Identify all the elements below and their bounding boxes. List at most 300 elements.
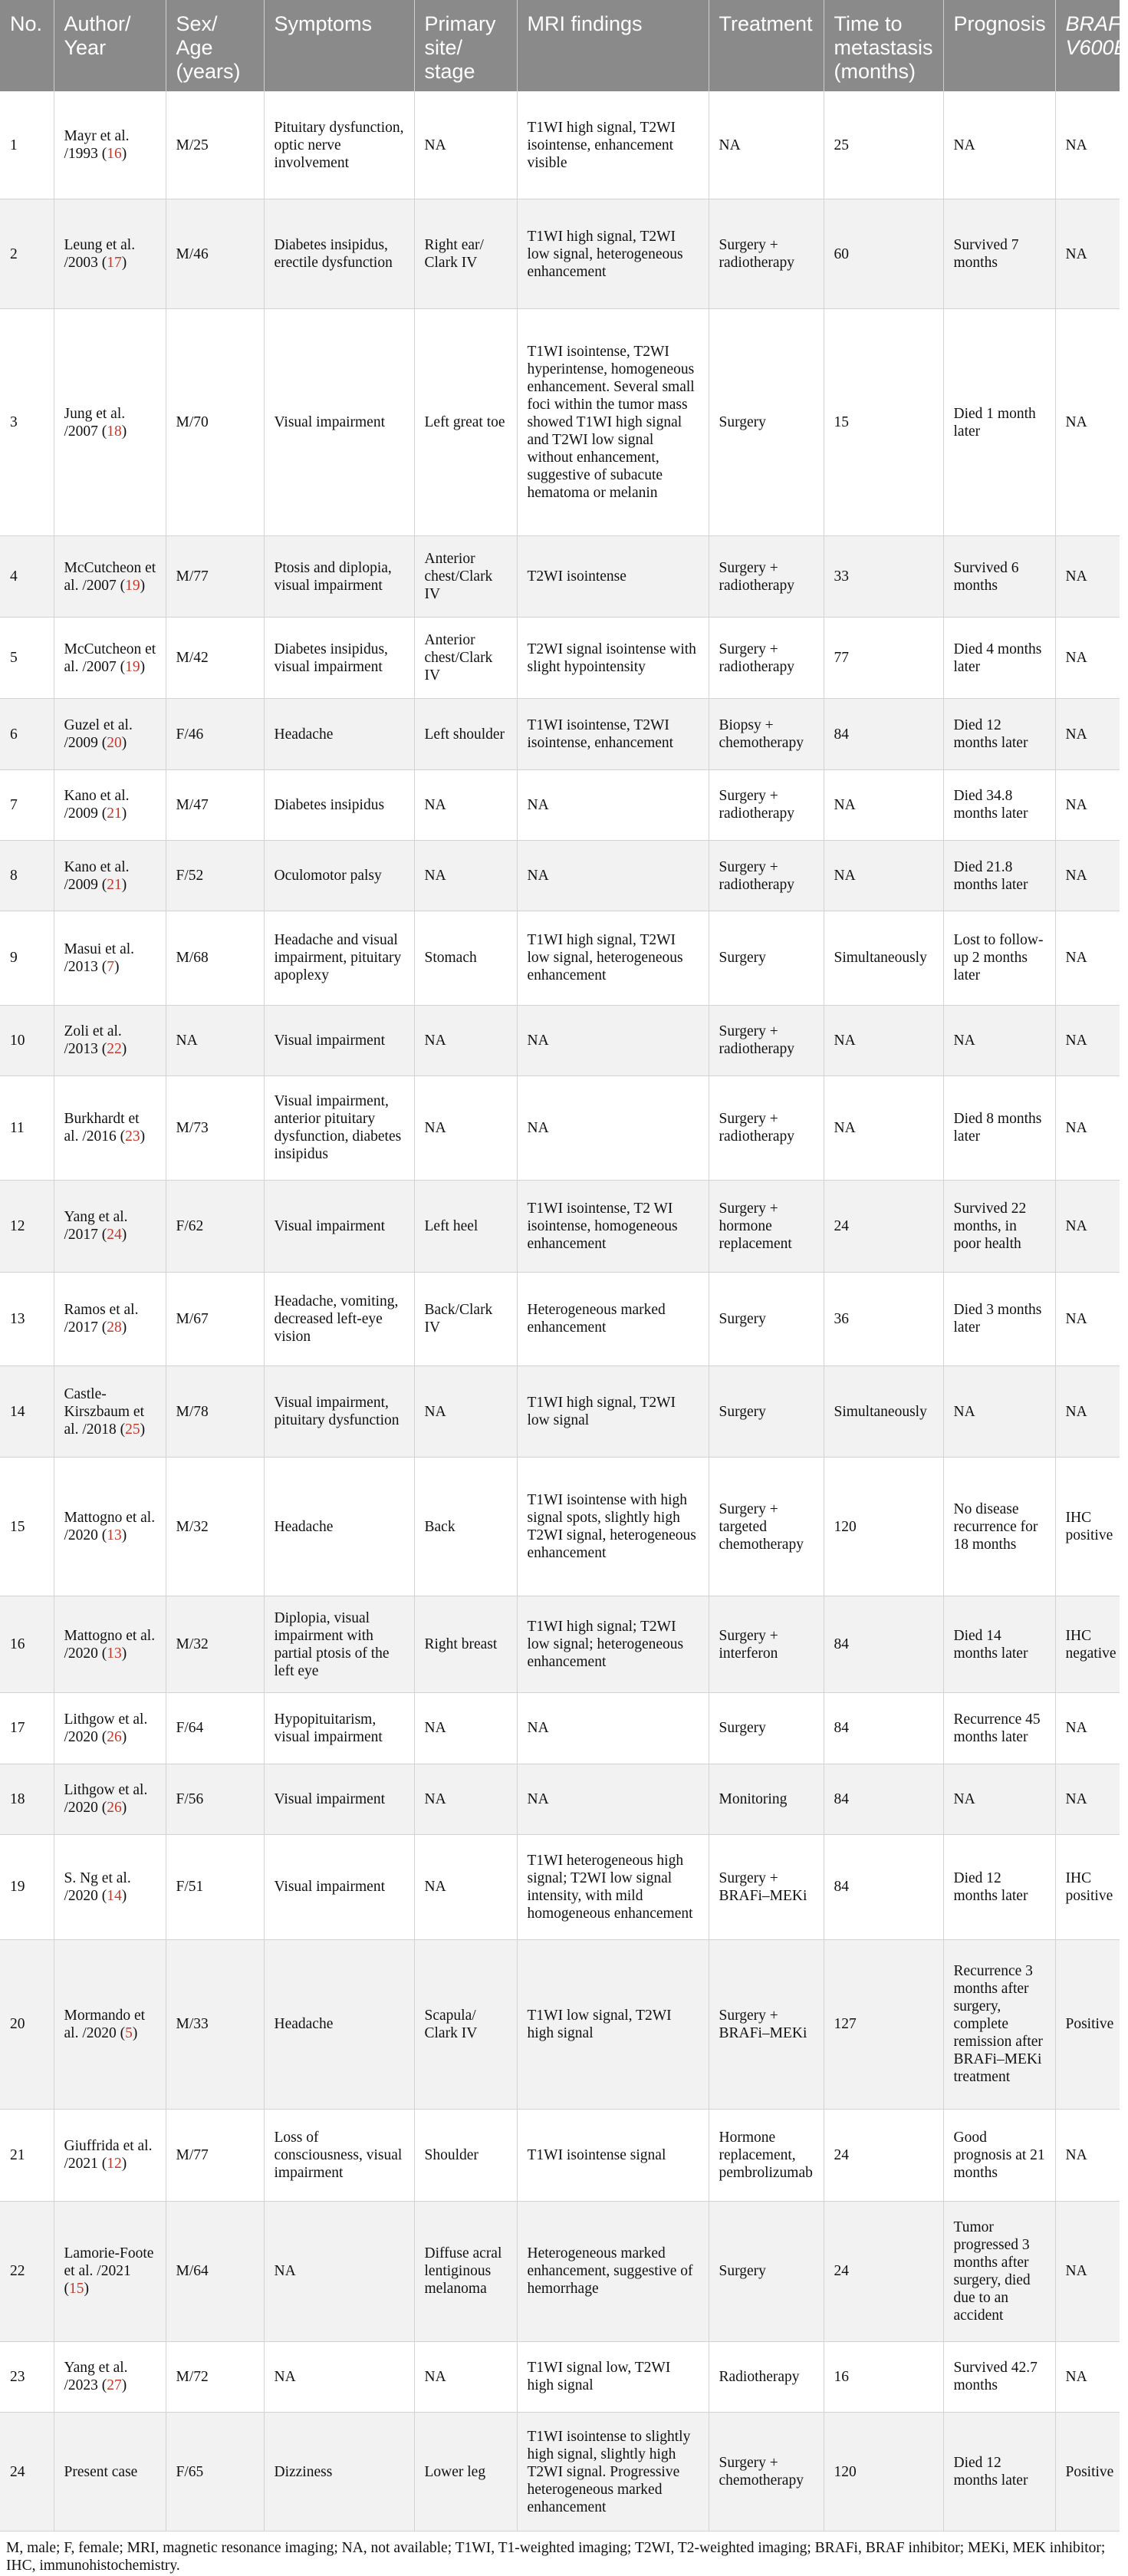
cell-mri-findings: T2WI isointense: [517, 536, 709, 618]
cell-symptoms: NA: [264, 2341, 414, 2412]
author-year-text: Castle-Kirszbaum et al. /2018: [64, 1385, 145, 1438]
cell-braf: IHC negative: [1055, 1596, 1120, 1693]
cell-no: 22: [0, 2201, 54, 2341]
cell-primary-site: NA: [414, 841, 517, 911]
cell-author-year: Mormando et al. /2020 (5): [54, 1940, 166, 2110]
col-author-year-header: Author/ Year: [54, 0, 166, 91]
cell-author-year: Mattogno et al. /2020 (13): [54, 1458, 166, 1596]
reference-link[interactable]: 22: [107, 1041, 122, 1058]
cell-mri-findings: T1WI isointense signal: [517, 2109, 709, 2201]
cell-author-year: Mayr et al. /1993 (16): [54, 91, 166, 199]
cell-primary-site: Left great toe: [414, 308, 517, 536]
author-year-text: Lithgow et al. /2020: [64, 1782, 148, 1817]
cell-treatment: Surgery: [709, 308, 824, 536]
cell-treatment: Surgery: [709, 1365, 824, 1458]
table-row: [0, 2201, 1120, 2341]
cell-sex-age: M/78: [166, 1365, 264, 1458]
reference-link[interactable]: 15: [69, 2281, 84, 2298]
cell-sex-age: NA: [166, 1005, 264, 1076]
cell-braf: NA: [1055, 308, 1120, 536]
table-row: [0, 91, 1120, 199]
cell-treatment: Radiotherapy: [709, 2341, 824, 2412]
cell-time-to-metastasis: 84: [824, 1764, 943, 1834]
author-year-text: S. Ng et al. /2020: [64, 1869, 131, 1904]
cell-author-year: Mattogno et al. /2020 (13): [54, 1596, 166, 1693]
table-row: [0, 1834, 1120, 1939]
author-year-text: Kano et al. /2009: [64, 858, 130, 893]
cell-sex-age: M/73: [166, 1076, 264, 1180]
cell-no: 4: [0, 536, 54, 618]
cell-time-to-metastasis: 77: [824, 618, 943, 699]
cell-primary-site: Left shoulder: [414, 699, 517, 769]
cell-primary-site: NA: [414, 1764, 517, 1834]
cell-mri-findings: T1WI high signal, T2WI low signal, heterogeneous enhancement: [517, 199, 709, 308]
cell-no: 24: [0, 2413, 54, 2532]
cell-sex-age: F/64: [166, 1693, 264, 1764]
cell-braf: IHC positive: [1055, 1834, 1120, 1939]
table-row: [0, 1940, 1120, 2110]
cell-symptoms: Diplopia, visual impairment with partial ptosis of the left eye: [264, 1596, 414, 1693]
cell-prognosis: Died 14 months later: [943, 1596, 1055, 1693]
cell-treatment: Surgery + radiotherapy: [709, 199, 824, 308]
author-year-text: Ramos et al. /2017: [64, 1302, 139, 1336]
cell-prognosis: Died 21.8 months later: [943, 841, 1055, 911]
cell-prognosis: No disease recurrence for 18 months: [943, 1458, 1055, 1596]
cell-author-year: Leung et al. /2003 (17): [54, 199, 166, 308]
cell-no: 19: [0, 1834, 54, 1939]
cell-no: 23: [0, 2341, 54, 2412]
cell-author-year: Lithgow et al. /2020 (26): [54, 1693, 166, 1764]
cell-braf: NA: [1055, 1365, 1120, 1458]
table-row: [0, 1005, 1120, 1076]
cell-sex-age: F/52: [166, 841, 264, 911]
cell-braf: NA: [1055, 1180, 1120, 1272]
cell-treatment: Surgery + BRAFi–MEKi: [709, 1940, 824, 2110]
cell-time-to-metastasis: 60: [824, 199, 943, 308]
table-row: [0, 2109, 1120, 2201]
cell-primary-site: NA: [414, 1365, 517, 1458]
cell-treatment: Surgery + radiotherapy: [709, 618, 824, 699]
cell-sex-age: F/62: [166, 1180, 264, 1272]
reference-link[interactable]: 12: [107, 2156, 122, 2172]
cell-braf: NA: [1055, 841, 1120, 911]
cell-prognosis: Died 12 months later: [943, 699, 1055, 769]
cell-primary-site: Back/Clark IV: [414, 1272, 517, 1365]
cell-no: 14: [0, 1365, 54, 1458]
author-year-text: Jung et al. /2007: [64, 405, 126, 440]
author-year-text: McCutcheon et al. /2007: [64, 641, 156, 675]
cell-braf: NA: [1055, 911, 1120, 1005]
cell-no: 3: [0, 308, 54, 536]
cell-prognosis: Survived 22 months, in poor health: [943, 1180, 1055, 1272]
cell-author-year: Kano et al. /2009 (21): [54, 769, 166, 840]
table-row: [0, 1764, 1120, 1834]
cell-symptoms: Headache: [264, 699, 414, 769]
cell-sex-age: M/70: [166, 308, 264, 536]
reference-link[interactable]: 21: [107, 805, 122, 822]
reference-link[interactable]: 16: [107, 146, 122, 163]
cell-sex-age: F/65: [166, 2413, 264, 2532]
cell-time-to-metastasis: 24: [824, 2201, 943, 2341]
cell-primary-site: Diffuse acral lentiginous melanoma: [414, 2201, 517, 2341]
reference-link[interactable]: 13: [107, 1527, 122, 1544]
author-year-text: Mattogno et al. /2020: [64, 1510, 156, 1544]
table-row: [0, 1596, 1120, 1693]
cell-mri-findings: Heterogeneous marked enhancement: [517, 1272, 709, 1365]
cell-symptoms: Hypopituitarism, visual impairment: [264, 1693, 414, 1764]
cell-primary-site: NA: [414, 769, 517, 840]
cell-sex-age: M/77: [166, 2109, 264, 2201]
cell-time-to-metastasis: 25: [824, 91, 943, 199]
cell-no: 13: [0, 1272, 54, 1365]
cell-no: 8: [0, 841, 54, 911]
cell-symptoms: Diabetes insipidus, visual impairment: [264, 618, 414, 699]
table-row: [0, 536, 1120, 618]
cell-no: 5: [0, 618, 54, 699]
cell-author-year: Lamorie-Foote et al. /2021 (15): [54, 2201, 166, 2341]
cell-treatment: Surgery + BRAFi–MEKi: [709, 1834, 824, 1939]
cell-treatment: Surgery: [709, 1693, 824, 1764]
cell-treatment: Surgery + interferon: [709, 1596, 824, 1693]
cell-symptoms: Visual impairment, anterior pituitary dysfunction, diabetes insipidus: [264, 1076, 414, 1180]
cell-treatment: Biopsy + chemotherapy: [709, 699, 824, 769]
cell-mri-findings: NA: [517, 769, 709, 840]
cell-treatment: Hormone replacement, pembrolizumab: [709, 2109, 824, 2201]
cell-mri-findings: T1WI high signal; T2WI low signal; heterogeneous enhancement: [517, 1596, 709, 1693]
cell-primary-site: NA: [414, 91, 517, 199]
cell-sex-age: M/68: [166, 911, 264, 1005]
cell-braf: NA: [1055, 769, 1120, 840]
cell-sex-age: M/33: [166, 1940, 264, 2110]
cell-symptoms: Visual impairment: [264, 1005, 414, 1076]
cell-treatment: Surgery: [709, 911, 824, 1005]
author-year-text: Lithgow et al. /2020: [64, 1711, 148, 1745]
cell-prognosis: Survived 6 months: [943, 536, 1055, 618]
cell-time-to-metastasis: 36: [824, 1272, 943, 1365]
cell-symptoms: Ptosis and diplopia, visual impairment: [264, 536, 414, 618]
reference-link[interactable]: 20: [107, 735, 122, 752]
table-row: [0, 2413, 1120, 2532]
cell-mri-findings: NA: [517, 1076, 709, 1180]
reference-link[interactable]: 14: [107, 1887, 122, 1904]
cell-primary-site: Right ear/ Clark IV: [414, 199, 517, 308]
cell-sex-age: F/56: [166, 1764, 264, 1834]
cell-primary-site: Anterior chest/Clark IV: [414, 618, 517, 699]
cell-primary-site: Stomach: [414, 911, 517, 1005]
table-row: [0, 1693, 1120, 1764]
cell-no: 17: [0, 1693, 54, 1764]
cell-no: 16: [0, 1596, 54, 1693]
col-sex-age-header: Sex/ Age (years): [166, 0, 264, 91]
table-row: [0, 769, 1120, 840]
reference-link[interactable]: 19: [125, 658, 140, 675]
cell-symptoms: Headache and visual impairment, pituitary apoplexy: [264, 911, 414, 1005]
cell-author-year: Guzel et al. /2009 (20): [54, 699, 166, 769]
cell-prognosis: Tumor progressed 3 months after surgery, died due to an accident: [943, 2201, 1055, 2341]
cell-author-year: [54, 2413, 166, 2532]
cell-braf: NA: [1055, 536, 1120, 618]
cell-author-year: Zoli et al. /2013 (22): [54, 1005, 166, 1076]
cell-sex-age: M/46: [166, 199, 264, 308]
cell-treatment: Surgery + chemotherapy: [709, 2413, 824, 2532]
cell-prognosis: Died 4 months later: [943, 618, 1055, 699]
cell-primary-site: NA: [414, 1076, 517, 1180]
cell-symptoms: Pituitary dysfunction, optic nerve involvement: [264, 91, 414, 199]
header-row: [0, 0, 1120, 91]
cell-author-year: McCutcheon et al. /2007 (19): [54, 536, 166, 618]
cell-no: 11: [0, 1076, 54, 1180]
cell-prognosis: NA: [943, 91, 1055, 199]
cell-primary-site: Right breast: [414, 1596, 517, 1693]
author-year-text: Burkhardt et al. /2016: [64, 1111, 140, 1145]
table-row: [0, 199, 1120, 308]
cell-time-to-metastasis: 15: [824, 308, 943, 536]
cell-symptoms: Diabetes insipidus, erectile dysfunction: [264, 199, 414, 308]
col-treatment-header: Treatment: [709, 0, 824, 91]
cell-symptoms: Visual impairment: [264, 1764, 414, 1834]
cell-time-to-metastasis: 84: [824, 1834, 943, 1939]
cell-primary-site: NA: [414, 2341, 517, 2412]
table-row: [0, 1180, 1120, 1272]
author-year-text: Kano et al. /2009: [64, 788, 130, 822]
col-time-to-metastasis-header: Time to metastasis (months): [824, 0, 943, 91]
cell-treatment: Surgery + radiotherapy: [709, 536, 824, 618]
table-row: [0, 618, 1120, 699]
cell-mri-findings: NA: [517, 841, 709, 911]
cell-sex-age: M/32: [166, 1596, 264, 1693]
author-year-text: McCutcheon et al. /2007: [64, 559, 156, 594]
cell-no: 6: [0, 699, 54, 769]
cell-no: 1: [0, 91, 54, 199]
cell-author-year: Jung et al. /2007 (18): [54, 308, 166, 536]
cell-primary-site: Lower leg: [414, 2413, 517, 2532]
cell-primary-site: NA: [414, 1834, 517, 1939]
cell-prognosis: Died 12 months later: [943, 2413, 1055, 2532]
table-row: [0, 911, 1120, 1005]
cell-treatment: Surgery + radiotherapy: [709, 841, 824, 911]
cell-mri-findings: T1WI high signal, T2WI low signal: [517, 1365, 709, 1458]
table-body: [0, 91, 1120, 2532]
reference-link[interactable]: 26: [107, 1800, 122, 1817]
cell-mri-findings: T1WI isointense to slightly high signal, slightly high T2WI signal. Progressive heterogeneous marked enhancement: [517, 2413, 709, 2532]
cell-time-to-metastasis: 84: [824, 699, 943, 769]
cell-treatment: Surgery: [709, 2201, 824, 2341]
cell-time-to-metastasis: 84: [824, 1596, 943, 1693]
cell-braf: NA: [1055, 618, 1120, 699]
cell-braf: NA: [1055, 2341, 1120, 2412]
author-year-text: Zoli et al. /2013: [64, 1023, 122, 1058]
table-row: [0, 308, 1120, 536]
table-row: [0, 1365, 1120, 1458]
cell-author-year: Lithgow et al. /2020 (26): [54, 1764, 166, 1834]
cell-sex-age: M/77: [166, 536, 264, 618]
cell-symptoms: Visual impairment: [264, 308, 414, 536]
cell-braf: NA: [1055, 2109, 1120, 2201]
cell-author-year: Giuffrida et al. /2021 (12): [54, 2109, 166, 2201]
cell-symptoms: Dizziness: [264, 2413, 414, 2532]
cell-braf: NA: [1055, 699, 1120, 769]
cell-time-to-metastasis: 16: [824, 2341, 943, 2412]
author-year-text: Yang et al. /2023: [64, 2360, 128, 2394]
cell-time-to-metastasis: 24: [824, 2109, 943, 2201]
cell-prognosis: Recurrence 45 months later: [943, 1693, 1055, 1764]
cell-time-to-metastasis: 127: [824, 1940, 943, 2110]
author-year-text: Mayr et al. /1993: [64, 128, 130, 163]
cell-treatment: NA: [709, 91, 824, 199]
cell-mri-findings: T1WI isointense, T2WI isointense, enhancement: [517, 699, 709, 769]
cell-sex-age: M/72: [166, 2341, 264, 2412]
cell-treatment: Surgery + radiotherapy: [709, 769, 824, 840]
cell-symptoms: Visual impairment: [264, 1834, 414, 1939]
cell-no: 2: [0, 199, 54, 308]
reference-link[interactable]: 18: [107, 423, 122, 440]
cell-time-to-metastasis: 120: [824, 1458, 943, 1596]
cell-braf: Positive: [1055, 1940, 1120, 2110]
cell-no: 15: [0, 1458, 54, 1596]
cell-braf: NA: [1055, 199, 1120, 308]
cell-mri-findings: T1WI high signal, T2WI low signal, heterogeneous enhancement: [517, 911, 709, 1005]
cell-primary-site: Scapula/ Clark IV: [414, 1940, 517, 2110]
cell-braf: NA: [1055, 2201, 1120, 2341]
author-year-text: Mattogno et al. /2020: [64, 1627, 156, 1662]
cell-author-year: S. Ng et al. /2020 (14): [54, 1834, 166, 1939]
author-year-text: Leung et al. /2003: [64, 237, 136, 272]
cell-mri-findings: Heterogeneous marked enhancement, suggestive of hemorrhage: [517, 2201, 709, 2341]
cell-primary-site: Back: [414, 1458, 517, 1596]
cell-symptoms: Visual impairment, pituitary dysfunction: [264, 1365, 414, 1458]
reference-link[interactable]: 17: [107, 255, 122, 272]
reference-link[interactable]: 7: [107, 958, 115, 975]
table-row: [0, 1458, 1120, 1596]
cell-prognosis: NA: [943, 1365, 1055, 1458]
cell-primary-site: NA: [414, 1693, 517, 1764]
cell-no: 21: [0, 2109, 54, 2201]
cell-time-to-metastasis: 24: [824, 1180, 943, 1272]
reference-link[interactable]: 27: [107, 2377, 122, 2394]
cell-sex-age: M/47: [166, 769, 264, 840]
cell-prognosis: NA: [943, 1764, 1055, 1834]
table-footnote: M, male; F, female; MRI, magnetic resonance imaging; NA, not available; T1WI, T1-weighted imaging; T2WI, T2-weighted imaging; BRAFi, BRAF inhibitor; MEKi, MEK inhibitor; IHC, immunohistochemistry.: [6, 2540, 1106, 2574]
table-row: [0, 1076, 1120, 1180]
cell-prognosis: Died 34.8 months later: [943, 769, 1055, 840]
reference-link[interactable]: 24: [107, 1227, 122, 1244]
col-prognosis-header: Prognosis: [943, 0, 1055, 91]
cell-time-to-metastasis: 33: [824, 536, 943, 618]
cell-sex-age: M/25: [166, 91, 264, 199]
reference-link[interactable]: 21: [107, 876, 122, 893]
cell-braf: NA: [1055, 1005, 1120, 1076]
cell-prognosis: Survived 7 months: [943, 199, 1055, 308]
reference-link[interactable]: 25: [125, 1421, 140, 1438]
reference-link[interactable]: 23: [125, 1128, 140, 1145]
col-no-header: No.: [0, 0, 54, 91]
cell-time-to-metastasis: NA: [824, 841, 943, 911]
cell-prognosis: Recurrence 3 months after surgery, complete remission after BRAFi–MEKi treatment: [943, 1940, 1055, 2110]
cell-prognosis: Died 12 months later: [943, 1834, 1055, 1939]
cell-author-year: Kano et al. /2009 (21): [54, 841, 166, 911]
cell-mri-findings: T2WI signal isointense with slight hypointensity: [517, 618, 709, 699]
cell-prognosis: Died 1 month later: [943, 308, 1055, 536]
cell-symptoms: Diabetes insipidus: [264, 769, 414, 840]
cell-sex-age: F/46: [166, 699, 264, 769]
table-row: [0, 699, 1120, 769]
col-mri-findings-header: MRI findings: [517, 0, 709, 91]
cell-mri-findings: T1WI heterogeneous high signal; T2WI low signal intensity, with mild homogeneous enhancement: [517, 1834, 709, 1939]
reference-link[interactable]: 5: [125, 2024, 133, 2041]
cell-braf: Positive: [1055, 2413, 1120, 2532]
cell-prognosis: NA: [943, 1005, 1055, 1076]
cell-mri-findings: T1WI high signal, T2WI isointense, enhancement visible: [517, 91, 709, 199]
cell-mri-findings: NA: [517, 1005, 709, 1076]
cell-braf: IHC positive: [1055, 1458, 1120, 1596]
author-year-text: Giuffrida et al. /2021: [64, 2138, 153, 2172]
cell-treatment: Surgery + targeted chemotherapy: [709, 1458, 824, 1596]
cell-treatment: Surgery + radiotherapy: [709, 1076, 824, 1180]
cell-time-to-metastasis: 84: [824, 1693, 943, 1764]
cell-author-year: Masui et al. /2013 (7): [54, 911, 166, 1005]
author-year-text: Lamorie-Foote et al. /2021: [64, 2245, 154, 2280]
cell-primary-site: Left heel: [414, 1180, 517, 1272]
cell-mri-findings: T1WI signal low, T2WI high signal: [517, 2341, 709, 2412]
reference-link[interactable]: 26: [107, 1728, 122, 1745]
col-primary-site-header: Primary site/ stage: [414, 0, 517, 91]
cell-no: 10: [0, 1005, 54, 1076]
author-year-text: Yang et al. /2017: [64, 1209, 128, 1244]
cell-time-to-metastasis: NA: [824, 1005, 943, 1076]
cell-no: 7: [0, 769, 54, 840]
cell-author-year: Yang et al. /2023 (27): [54, 2341, 166, 2412]
cell-author-year: Castle-Kirszbaum et al. /2018 (25): [54, 1365, 166, 1458]
cell-mri-findings: T1WI isointense with high signal spots, slightly high T2WI signal, heterogeneous enhancement: [517, 1458, 709, 1596]
table-row: [0, 841, 1120, 911]
cell-symptoms: NA: [264, 2201, 414, 2341]
author-year-text: Present case: [64, 2463, 138, 2480]
cell-braf: NA: [1055, 91, 1120, 199]
cell-prognosis: Survived 42.7 months: [943, 2341, 1055, 2412]
cell-author-year: Yang et al. /2017 (24): [54, 1180, 166, 1272]
cell-sex-age: M/42: [166, 618, 264, 699]
cell-treatment: Monitoring: [709, 1764, 824, 1834]
cell-time-to-metastasis: 120: [824, 2413, 943, 2532]
reference-link[interactable]: 28: [107, 1319, 122, 1336]
cell-mri-findings: T1WI isointense, T2WI hyperintense, homogeneous enhancement. Several small foci within the tumor mass showed T1WI high signal and T2WI low signal without enhancement, suggestive of subacute hematoma or melanin: [517, 308, 709, 536]
cell-treatment: Surgery + hormone replacement: [709, 1180, 824, 1272]
cell-symptoms: Oculomotor palsy: [264, 841, 414, 911]
cell-symptoms: Visual impairment: [264, 1180, 414, 1272]
cell-primary-site: Anterior chest/Clark IV: [414, 536, 517, 618]
cell-no: 18: [0, 1764, 54, 1834]
table-row: [0, 2341, 1120, 2412]
cell-treatment: Surgery: [709, 1272, 824, 1365]
cell-author-year: Burkhardt et al. /2016 (23): [54, 1076, 166, 1180]
cell-prognosis: Lost to follow-up 2 months later: [943, 911, 1055, 1005]
cell-symptoms: Headache: [264, 1940, 414, 2110]
cell-prognosis: Died 3 months later: [943, 1272, 1055, 1365]
reference-link[interactable]: 19: [125, 577, 140, 594]
cell-sex-age: F/51: [166, 1834, 264, 1939]
cell-no: 9: [0, 911, 54, 1005]
cell-time-to-metastasis: Simultaneously: [824, 1365, 943, 1458]
cell-primary-site: Shoulder: [414, 2109, 517, 2201]
author-year-text: Masui et al. /2013: [64, 940, 135, 975]
cell-no: 20: [0, 1940, 54, 2110]
cell-symptoms: Loss of consciousness, visual impairment: [264, 2109, 414, 2201]
cell-time-to-metastasis: Simultaneously: [824, 911, 943, 1005]
cell-primary-site: NA: [414, 1005, 517, 1076]
cell-no: 12: [0, 1180, 54, 1272]
cell-sex-age: M/32: [166, 1458, 264, 1596]
reference-link[interactable]: 13: [107, 1645, 122, 1662]
